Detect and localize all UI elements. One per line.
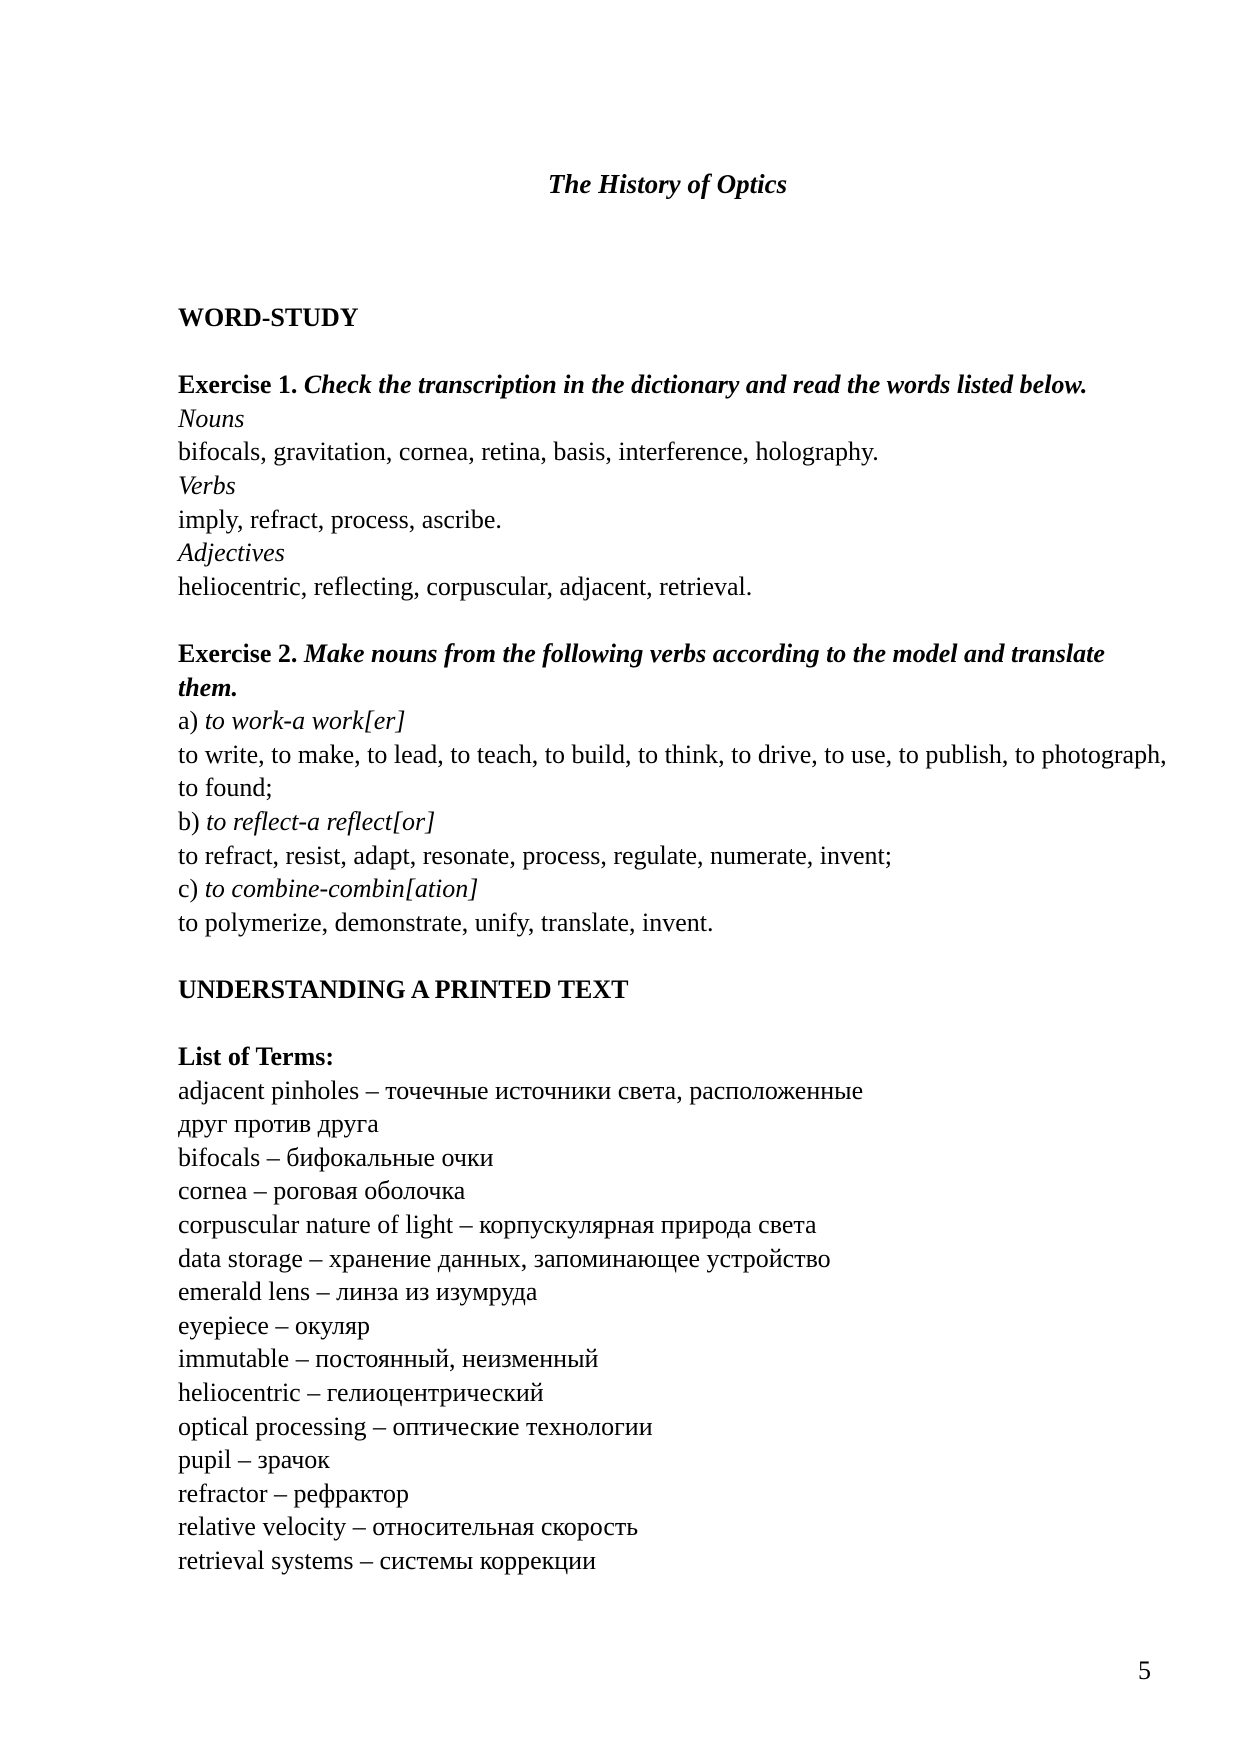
model-b-letter: b) [178,806,200,836]
model-a-letter: a) [178,706,199,736]
term-item: emerald lens – линза из изумруда [178,1277,538,1307]
understanding-heading: UNDERSTANDING A PRINTED TEXT [178,974,629,1004]
term-item: corpuscular nature of light – корпускулярная природа света [178,1210,817,1240]
model-b-example: to reflect-a reflect[or] [206,806,436,836]
term-item: relative velocity – относительная скорость [178,1512,639,1542]
word-study-heading: WORD-STUDY [178,303,359,332]
page-title: The History of Optics [547,169,788,199]
exercise-2-number: Exercise 2. [178,638,298,668]
model-a [178,704,1168,738]
page-number: 5 [1138,1656,1151,1685]
term-item: refractor – рефрактор [178,1478,410,1508]
terms-list [178,1074,1168,1578]
term-item: data storage – хранение данных, запоминающее устройство [178,1243,831,1273]
term-item: bifocals – бифокальные очки [178,1142,494,1172]
exercise-1-title [178,368,1168,402]
model-c-words: to polymerize, demonstrate, unify, translate, invent. [178,907,714,937]
model-b-words: to refract, resist, adapt, resonate, process, regulate, numerate, invent; [178,840,892,870]
term-item: друг против друга [178,1109,379,1139]
term-item: immutable – постоянный, неизменный [178,1344,599,1374]
adjectives-label: Adjectives [178,538,285,568]
term-item: optical processing – оптические технологии [178,1411,653,1441]
model-c-example: to combine-combin[ation] [204,874,479,904]
term-item: cornea – роговая оболочка [178,1176,466,1206]
model-a-example: to work-a work[er] [204,706,406,736]
verbs-label: Verbs [178,470,236,500]
terms-heading: List of Terms: [178,1042,334,1072]
nouns-list: bifocals, gravitation, cornea, retina, basis, interference, holography. [178,437,879,467]
exercise-1-number: Exercise 1. [178,370,298,400]
exercise-2-instruction: Make nouns from the following verbs according to the model and translate them. [178,638,1105,702]
term-item: eyepiece – окуляр [178,1310,370,1340]
model-c [178,872,1168,906]
term-item: pupil – зрачок [178,1445,330,1475]
adjectives-list: heliocentric, reflecting, corpuscular, adjacent, retrieval. [178,571,753,601]
term-item: adjacent pinholes – точечные источники света, расположенные [178,1075,864,1105]
exercise-2-title [178,637,1168,704]
exercise-1-instruction: Check the transcription in the dictionary and read the words listed below. [303,370,1088,400]
term-item: heliocentric – гелиоцентрический [178,1378,544,1407]
verbs-list: imply, refract, process, ascribe. [178,504,502,534]
term-item: retrieval systems – системы коррекции [178,1545,596,1575]
model-c-letter: c) [178,874,199,904]
model-b [178,805,1168,839]
model-a-words: to write, to make, to lead, to teach, to build, to think, to drive, to use, to publish, to photograph, to found; [178,739,1167,803]
document-body [178,301,1168,1578]
nouns-label: Nouns [178,403,245,433]
